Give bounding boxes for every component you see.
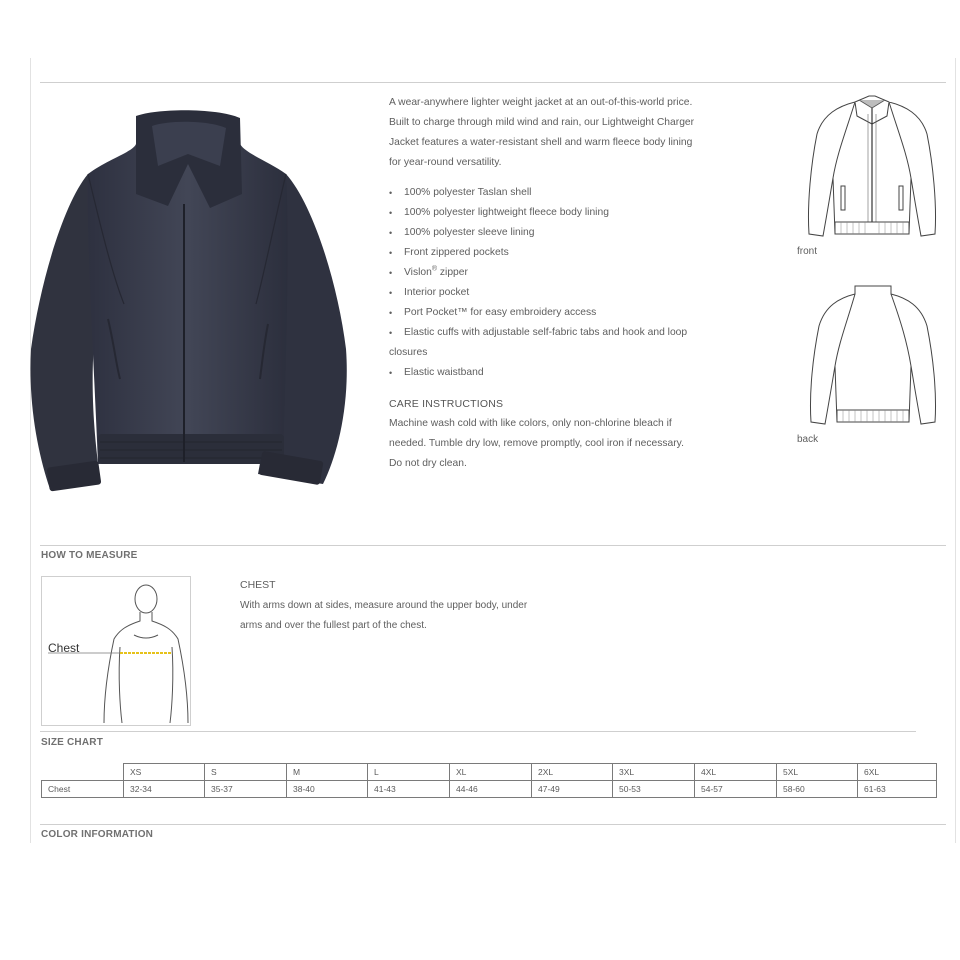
size-header-cell: XS bbox=[124, 764, 205, 781]
size-value-cell: 44-46 bbox=[450, 781, 532, 798]
feature-vislon-text: Vislon bbox=[404, 267, 432, 278]
back-flat-sketch bbox=[807, 282, 939, 428]
size-header-cell: 6XL bbox=[858, 764, 937, 781]
feature-item: • 100% polyester sleeve lining bbox=[389, 223, 699, 243]
feature-item: • Front zippered pockets bbox=[389, 243, 699, 263]
measure-divider bbox=[40, 545, 946, 546]
feature-item: • 100% polyester Taslan shell bbox=[389, 183, 699, 203]
size-value-cell: 47-49 bbox=[532, 781, 613, 798]
front-label: front bbox=[797, 246, 818, 257]
top-divider bbox=[40, 82, 946, 83]
registered-mark: ® bbox=[431, 265, 438, 273]
measure-figure bbox=[41, 576, 191, 726]
description-intro: A wear-anywhere lighter weight jacket at an out-of-this-world price. Built to charge through mild wind and rain, our Lightweight Charger Jacket features a water-resistant shell and warm fleece body lining for year-round versatility. bbox=[389, 97, 695, 168]
chest-instructions: With arms down at sides, measure around the upper body, under arms and over the fullest part of the chest. bbox=[240, 600, 528, 631]
size-value-cell: 58-60 bbox=[777, 781, 858, 798]
feature-item: • 100% polyester lightweight fleece body lining bbox=[389, 203, 699, 223]
size-value-cell: 50-53 bbox=[613, 781, 695, 798]
size-header-cell: 2XL bbox=[532, 764, 613, 781]
size-corner-cell bbox=[42, 764, 124, 781]
feature-item: • Elastic cuffs with adjustable self-fabric tabs and hook and loop closures bbox=[389, 323, 699, 363]
size-header-cell: 5XL bbox=[777, 764, 858, 781]
size-header-cell: XL bbox=[450, 764, 532, 781]
size-chest-row bbox=[42, 781, 937, 798]
size-value-cell: 54-57 bbox=[695, 781, 777, 798]
size-value-cell: 61-63 bbox=[858, 781, 937, 798]
color-information-title: COLOR INFORMATION bbox=[41, 829, 154, 840]
size-header-cell: M bbox=[287, 764, 368, 781]
chest-heading: CHEST bbox=[240, 579, 276, 591]
how-to-measure-title: HOW TO MEASURE bbox=[41, 550, 138, 561]
feature-vislon-rest: zipper bbox=[437, 267, 468, 278]
back-label: back bbox=[797, 434, 819, 445]
size-row-label: Chest bbox=[42, 781, 124, 798]
feature-item bbox=[389, 263, 699, 283]
size-header-cell: 4XL bbox=[695, 764, 777, 781]
care-instructions-text: Machine wash cold with like colors, only non-chlorine bleach if needed. Tumble dry low, remove promptly, cool iron if necessary. Do not dry clean. bbox=[389, 418, 684, 469]
chest-figure-label: Chest bbox=[48, 641, 80, 655]
size-value-cell: 32-34 bbox=[124, 781, 205, 798]
color-info-divider bbox=[40, 824, 946, 825]
right-border bbox=[955, 58, 956, 843]
size-chart-title: SIZE CHART bbox=[41, 737, 103, 748]
size-header-cell: L bbox=[368, 764, 450, 781]
size-header-cell: S bbox=[205, 764, 287, 781]
size-chart-table bbox=[41, 763, 937, 798]
product-description bbox=[389, 93, 699, 474]
front-flat-sketch bbox=[805, 94, 939, 240]
feature-item: • Interior pocket bbox=[389, 283, 699, 303]
jacket-product-image bbox=[28, 104, 350, 496]
feature-item: • Port Pocket™ for easy embroidery access bbox=[389, 303, 699, 323]
size-header-row bbox=[42, 764, 937, 781]
care-instructions-heading: CARE INSTRUCTIONS bbox=[389, 398, 504, 410]
feature-item: • Elastic waistband bbox=[389, 363, 699, 383]
feature-list bbox=[389, 183, 699, 383]
size-value-cell: 38-40 bbox=[287, 781, 368, 798]
size-chart-divider bbox=[40, 731, 916, 732]
size-header-cell: 3XL bbox=[613, 764, 695, 781]
size-value-cell: 41-43 bbox=[368, 781, 450, 798]
size-value-cell: 35-37 bbox=[205, 781, 287, 798]
